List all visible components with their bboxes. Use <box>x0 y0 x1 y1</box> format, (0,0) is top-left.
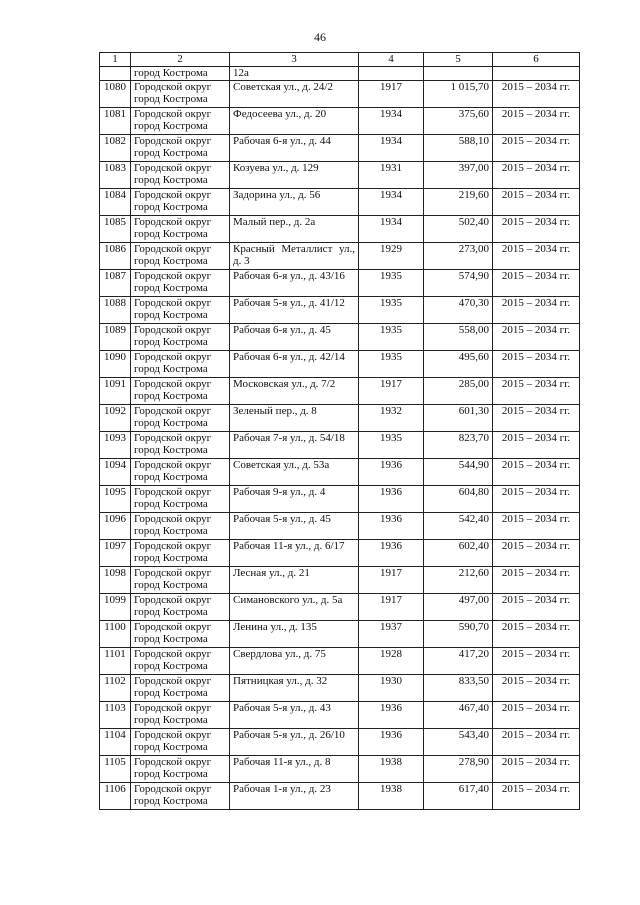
row-number-cell: 1094 <box>100 459 131 486</box>
row-number-cell: 1093 <box>100 432 131 459</box>
table-row <box>100 756 580 783</box>
address-cell: Задорина ул., д. 56 <box>230 189 359 216</box>
table-row <box>100 216 580 243</box>
area-cell: 544,90 <box>424 459 493 486</box>
address-cell: Рабочая 1-я ул., д. 23 <box>230 783 359 810</box>
row-number-cell: 1106 <box>100 783 131 810</box>
year-cell: 1934 <box>359 189 424 216</box>
area-cell: 590,70 <box>424 621 493 648</box>
year-cell: 1936 <box>359 540 424 567</box>
year-cell: 1935 <box>359 297 424 324</box>
owner-cell: Городской округ город Кострома <box>131 702 230 729</box>
address-cell: Рабочая 6-я ул., д. 42/14 <box>230 351 359 378</box>
term-cell: 2015 – 2034 гг. <box>493 783 580 810</box>
area-cell: 833,50 <box>424 675 493 702</box>
area-cell: 273,00 <box>424 243 493 270</box>
address-cell: Рабочая 5-я ул., д. 41/12 <box>230 297 359 324</box>
table-row <box>100 378 580 405</box>
address-cell: Рабочая 5-я ул., д. 26/10 <box>230 729 359 756</box>
term-cell: 2015 – 2034 гг. <box>493 729 580 756</box>
page-number: 46 <box>314 30 326 44</box>
row-number-cell: 1082 <box>100 135 131 162</box>
row-number-cell: 1088 <box>100 297 131 324</box>
address-cell: Пятницкая ул., д. 32 <box>230 675 359 702</box>
owner-cell: Городской округ город Кострома <box>131 324 230 351</box>
year-cell: 1935 <box>359 432 424 459</box>
table-row <box>100 297 580 324</box>
address-cell: Симановского ул., д. 5а <box>230 594 359 621</box>
address-cell: Рабочая 11-я ул., д. 6/17 <box>230 540 359 567</box>
row-number-cell: 1099 <box>100 594 131 621</box>
row-number-cell: 1091 <box>100 378 131 405</box>
term-cell: 2015 – 2034 гг. <box>493 216 580 243</box>
term-cell: 2015 – 2034 гг. <box>493 540 580 567</box>
column-header: 6 <box>493 53 580 67</box>
area-cell: 467,40 <box>424 702 493 729</box>
row-number-cell: 1097 <box>100 540 131 567</box>
term-cell: 2015 – 2034 гг. <box>493 486 580 513</box>
table-row <box>100 243 580 270</box>
term-cell: 2015 – 2034 гг. <box>493 324 580 351</box>
table-row <box>100 135 580 162</box>
year-cell: 1935 <box>359 351 424 378</box>
owner-cell: Городской округ город Кострома <box>131 729 230 756</box>
year-cell: 1917 <box>359 378 424 405</box>
area-cell: 617,40 <box>424 783 493 810</box>
term-cell: 2015 – 2034 гг. <box>493 297 580 324</box>
row-number-cell: 1090 <box>100 351 131 378</box>
owner-cell: Городской округ город Кострома <box>131 621 230 648</box>
owner-cell: Городской округ город Кострома <box>131 108 230 135</box>
year-cell: 1934 <box>359 135 424 162</box>
row-number-cell: 1096 <box>100 513 131 540</box>
owner-cell: Городской округ город Кострома <box>131 135 230 162</box>
owner-cell: Городской округ город Кострома <box>131 567 230 594</box>
table-row <box>100 567 580 594</box>
owner-cell: Городской округ город Кострома <box>131 486 230 513</box>
table-row <box>100 405 580 432</box>
year-cell: 1936 <box>359 729 424 756</box>
address-cell: Рабочая 6-я ул., д. 43/16 <box>230 270 359 297</box>
table-row <box>100 594 580 621</box>
owner-cell: Городской округ город Кострома <box>131 189 230 216</box>
table-row <box>100 81 580 108</box>
year-cell: 1935 <box>359 270 424 297</box>
column-header: 4 <box>359 53 424 67</box>
term-cell: 2015 – 2034 гг. <box>493 270 580 297</box>
address-cell: Советская ул., д. 24/2 <box>230 81 359 108</box>
area-cell: 278,90 <box>424 756 493 783</box>
address-cell: Московская ул., д. 7/2 <box>230 378 359 405</box>
term-cell: 2015 – 2034 гг. <box>493 648 580 675</box>
housing-registry-table <box>99 52 580 810</box>
area-cell <box>424 67 493 81</box>
owner-cell: Городской округ город Кострома <box>131 459 230 486</box>
owner-cell: Городской округ город Кострома <box>131 594 230 621</box>
row-number-cell: 1089 <box>100 324 131 351</box>
owner-cell: Городской округ город Кострома <box>131 540 230 567</box>
area-cell: 417,20 <box>424 648 493 675</box>
year-cell: 1936 <box>359 702 424 729</box>
address-cell: Свердлова ул., д. 75 <box>230 648 359 675</box>
year-cell: 1937 <box>359 621 424 648</box>
area-cell: 285,00 <box>424 378 493 405</box>
row-number-cell: 1092 <box>100 405 131 432</box>
row-number-cell: 1081 <box>100 108 131 135</box>
year-cell: 1932 <box>359 405 424 432</box>
table-row <box>100 459 580 486</box>
owner-cell: Городской округ город Кострома <box>131 243 230 270</box>
term-cell: 2015 – 2034 гг. <box>493 243 580 270</box>
term-cell: 2015 – 2034 гг. <box>493 459 580 486</box>
year-cell: 1917 <box>359 594 424 621</box>
term-cell: 2015 – 2034 гг. <box>493 675 580 702</box>
address-cell: Рабочая 6-я ул., д. 45 <box>230 324 359 351</box>
term-cell: 2015 – 2034 гг. <box>493 756 580 783</box>
owner-cell: Городской округ город Кострома <box>131 675 230 702</box>
address-cell: Советская ул., д. 53а <box>230 459 359 486</box>
year-cell: 1936 <box>359 513 424 540</box>
table-row <box>100 783 580 810</box>
term-cell: 2015 – 2034 гг. <box>493 405 580 432</box>
area-cell: 542,40 <box>424 513 493 540</box>
table-row <box>100 675 580 702</box>
area-cell: 502,40 <box>424 216 493 243</box>
table-row <box>100 729 580 756</box>
year-cell: 1938 <box>359 783 424 810</box>
area-cell: 588,10 <box>424 135 493 162</box>
area-cell: 212,60 <box>424 567 493 594</box>
column-header: 5 <box>424 53 493 67</box>
row-number-cell: 1086 <box>100 243 131 270</box>
term-cell: 2015 – 2034 гг. <box>493 702 580 729</box>
row-number-cell: 1098 <box>100 567 131 594</box>
address-cell: Рабочая 5-я ул., д. 43 <box>230 702 359 729</box>
column-header: 3 <box>230 53 359 67</box>
owner-cell: Городской округ город Кострома <box>131 405 230 432</box>
table-row <box>100 351 580 378</box>
year-cell: 1938 <box>359 756 424 783</box>
owner-cell: Городской округ город Кострома <box>131 378 230 405</box>
table-row <box>100 324 580 351</box>
term-cell: 2015 – 2034 гг. <box>493 432 580 459</box>
address-cell: Рабочая 7-я ул., д. 54/18 <box>230 432 359 459</box>
year-cell: 1929 <box>359 243 424 270</box>
address-cell: Рабочая 6-я ул., д. 44 <box>230 135 359 162</box>
owner-cell: Городской округ город Кострома <box>131 432 230 459</box>
address-cell: Лесная ул., д. 21 <box>230 567 359 594</box>
year-cell <box>359 67 424 81</box>
term-cell: 2015 – 2034 гг. <box>493 81 580 108</box>
owner-cell: город Кострома <box>131 67 230 81</box>
area-cell: 823,70 <box>424 432 493 459</box>
area-cell: 219,60 <box>424 189 493 216</box>
area-cell: 470,30 <box>424 297 493 324</box>
column-number-header-row <box>100 53 580 67</box>
year-cell: 1936 <box>359 486 424 513</box>
area-cell: 1 015,70 <box>424 81 493 108</box>
address-cell: Федосеева ул., д. 20 <box>230 108 359 135</box>
row-number-cell: 1101 <box>100 648 131 675</box>
owner-cell: Городской округ город Кострома <box>131 162 230 189</box>
address-cell: Ленина ул., д. 135 <box>230 621 359 648</box>
table-row <box>100 108 580 135</box>
term-cell: 2015 – 2034 гг. <box>493 189 580 216</box>
term-cell <box>493 67 580 81</box>
row-number-cell: 1085 <box>100 216 131 243</box>
area-cell: 495,60 <box>424 351 493 378</box>
term-cell: 2015 – 2034 гг. <box>493 513 580 540</box>
owner-cell: Городской округ город Кострома <box>131 297 230 324</box>
row-number-cell: 1104 <box>100 729 131 756</box>
row-number-cell: 1100 <box>100 621 131 648</box>
row-number-cell: 1102 <box>100 675 131 702</box>
area-cell: 543,40 <box>424 729 493 756</box>
row-number-cell: 1087 <box>100 270 131 297</box>
area-cell: 558,00 <box>424 324 493 351</box>
owner-cell: Городской округ город Кострома <box>131 648 230 675</box>
owner-cell: Городской округ город Кострома <box>131 351 230 378</box>
row-number-cell: 1080 <box>100 81 131 108</box>
year-cell: 1917 <box>359 567 424 594</box>
year-cell: 1936 <box>359 459 424 486</box>
year-cell: 1930 <box>359 675 424 702</box>
term-cell: 2015 – 2034 гг. <box>493 351 580 378</box>
year-cell: 1928 <box>359 648 424 675</box>
column-header: 2 <box>131 53 230 67</box>
term-cell: 2015 – 2034 гг. <box>493 162 580 189</box>
year-cell: 1917 <box>359 81 424 108</box>
term-cell: 2015 – 2034 гг. <box>493 108 580 135</box>
year-cell: 1934 <box>359 108 424 135</box>
address-cell: Рабочая 5-я ул., д. 45 <box>230 513 359 540</box>
row-number-cell: 1083 <box>100 162 131 189</box>
table-row <box>100 270 580 297</box>
address-cell: Рабочая 9-я ул., д. 4 <box>230 486 359 513</box>
term-cell: 2015 – 2034 гг. <box>493 621 580 648</box>
year-cell: 1935 <box>359 324 424 351</box>
year-cell: 1934 <box>359 216 424 243</box>
term-cell: 2015 – 2034 гг. <box>493 135 580 162</box>
owner-cell: Городской округ город Кострома <box>131 756 230 783</box>
table-row <box>100 702 580 729</box>
row-number-cell: 1103 <box>100 702 131 729</box>
area-cell: 604,80 <box>424 486 493 513</box>
table-row <box>100 621 580 648</box>
address-cell: Малый пер., д. 2а <box>230 216 359 243</box>
column-header: 1 <box>100 53 131 67</box>
year-cell: 1931 <box>359 162 424 189</box>
term-cell: 2015 – 2034 гг. <box>493 594 580 621</box>
row-number-cell: 1095 <box>100 486 131 513</box>
address-cell: Козуева ул., д. 129 <box>230 162 359 189</box>
owner-cell: Городской округ город Кострома <box>131 783 230 810</box>
address-cell: 12а <box>230 67 359 81</box>
owner-cell: Городской округ город Кострома <box>131 513 230 540</box>
row-number-cell: 1084 <box>100 189 131 216</box>
term-cell: 2015 – 2034 гг. <box>493 378 580 405</box>
continuation-row <box>100 67 580 81</box>
table-row <box>100 486 580 513</box>
table-row <box>100 432 580 459</box>
address-cell: Рабочая 11-я ул., д. 8 <box>230 756 359 783</box>
table-row <box>100 513 580 540</box>
table-row <box>100 189 580 216</box>
table-row <box>100 162 580 189</box>
table-row <box>100 648 580 675</box>
address-cell: Красный Металлист ул., д. 3 <box>230 243 359 270</box>
area-cell: 574,90 <box>424 270 493 297</box>
area-cell: 602,40 <box>424 540 493 567</box>
owner-cell: Городской округ город Кострома <box>131 270 230 297</box>
row-number-cell <box>100 67 131 81</box>
area-cell: 375,60 <box>424 108 493 135</box>
area-cell: 397,00 <box>424 162 493 189</box>
table-row <box>100 540 580 567</box>
term-cell: 2015 – 2034 гг. <box>493 567 580 594</box>
area-cell: 601,30 <box>424 405 493 432</box>
address-cell: Зеленый пер., д. 8 <box>230 405 359 432</box>
owner-cell: Городской округ город Кострома <box>131 216 230 243</box>
area-cell: 497,00 <box>424 594 493 621</box>
row-number-cell: 1105 <box>100 756 131 783</box>
owner-cell: Городской округ город Кострома <box>131 81 230 108</box>
